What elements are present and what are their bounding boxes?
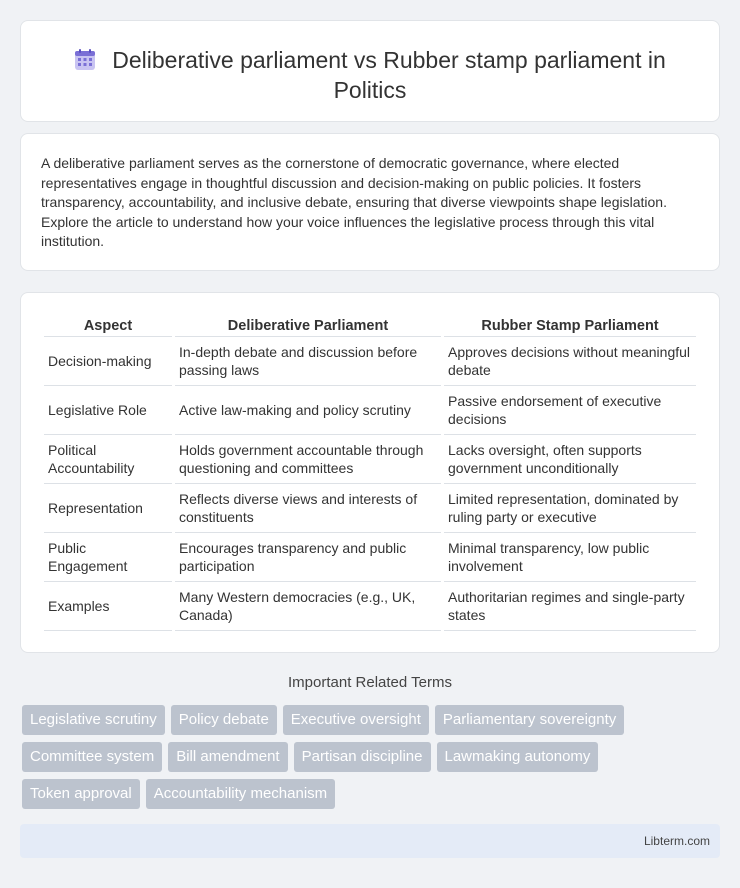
related-term-tag[interactable]: Bill amendment: [168, 742, 287, 772]
column-header: Rubber Stamp Parliament: [444, 315, 696, 337]
footer-site-link[interactable]: Libterm.com: [643, 834, 710, 848]
related-term-tag[interactable]: Policy debate: [171, 705, 277, 735]
rubber-stamp-cell: Passive endorsement of executive decisions: [444, 386, 696, 435]
intro-paragraph: A deliberative parliament serves as the cornerstone of democratic governance, where elected representatives engage in thoughtful discussion and decision-making on public policies. It fosters transparency, accountability, and inclusive debate, ensuring that diverse viewpoints shape legislation. Explore the article to understand how your voice influences the legislative process through this vital institution.: [41, 155, 667, 250]
rubber-stamp-cell: Approves decisions without meaningful debate: [444, 337, 696, 386]
aspect-cell: Legislative Role: [44, 386, 172, 435]
table-row: [44, 337, 696, 386]
calendar-grid-icon: [74, 49, 96, 71]
column-header: Deliberative Parliament: [175, 315, 441, 337]
aspect-cell: Political Accountability: [44, 435, 172, 484]
deliberative-cell: Reflects diverse views and interests of constituents: [175, 484, 441, 533]
related-term-tag[interactable]: Partisan discipline: [294, 742, 431, 772]
page-title: [21, 45, 719, 105]
related-term-tag[interactable]: Legislative scrutiny: [22, 705, 165, 735]
table-row: [44, 582, 696, 631]
rubber-stamp-cell: Lacks oversight, often supports government unconditionally: [444, 435, 696, 484]
rubber-stamp-cell: Authoritarian regimes and single-party states: [444, 582, 696, 631]
related-term-tag[interactable]: Lawmaking autonomy: [437, 742, 599, 772]
intro-card: [20, 133, 720, 271]
deliberative-cell: Encourages transparency and public participation: [175, 533, 441, 582]
table-header-row: [44, 315, 696, 337]
table-row: [44, 435, 696, 484]
aspect-cell: Public Engagement: [44, 533, 172, 582]
footer-bar: [20, 824, 720, 858]
rubber-stamp-cell: Minimal transparency, low public involvement: [444, 533, 696, 582]
comparison-card: [20, 292, 720, 653]
page-title-text: Deliberative parliament vs Rubber stamp parliament in Politics: [112, 47, 666, 103]
title-card: [20, 20, 720, 122]
related-term-tag[interactable]: Committee system: [22, 742, 162, 772]
aspect-cell: Examples: [44, 582, 172, 631]
related-term-tag[interactable]: Parliamentary sovereignty: [435, 705, 624, 735]
rubber-stamp-cell: Limited representation, dominated by ruling party or executive: [444, 484, 696, 533]
related-terms-list: [22, 705, 702, 809]
related-term-tag[interactable]: Token approval: [22, 779, 140, 809]
related-term-tag[interactable]: Executive oversight: [283, 705, 429, 735]
column-header: Aspect: [44, 315, 172, 337]
deliberative-cell: Many Western democracies (e.g., UK, Canada): [175, 582, 441, 631]
aspect-cell: Representation: [44, 484, 172, 533]
deliberative-cell: Active law-making and policy scrutiny: [175, 386, 441, 435]
deliberative-cell: In-depth debate and discussion before passing laws: [175, 337, 441, 386]
table-row: [44, 386, 696, 435]
comparison-table: [41, 315, 699, 631]
table-row: [44, 533, 696, 582]
deliberative-cell: Holds government accountable through questioning and committees: [175, 435, 441, 484]
aspect-cell: Decision-making: [44, 337, 172, 386]
table-row: [44, 484, 696, 533]
related-term-tag[interactable]: Accountability mechanism: [146, 779, 335, 809]
related-terms-heading: Important Related Terms: [288, 674, 452, 691]
